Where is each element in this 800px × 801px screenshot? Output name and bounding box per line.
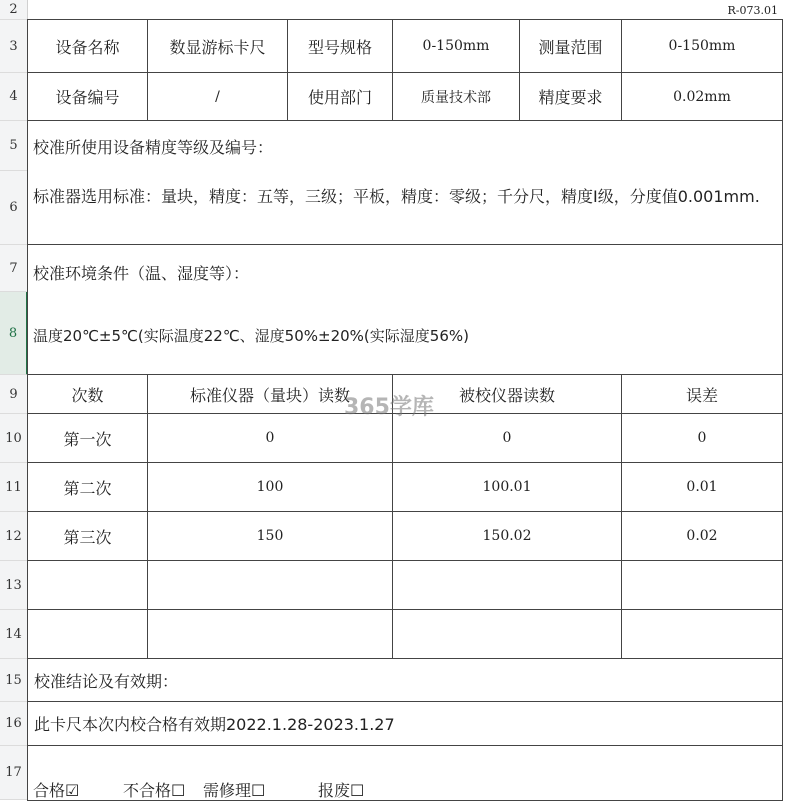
info-cell[interactable]: 设备编号 <box>27 72 148 121</box>
info-cell[interactable]: 数显游标卡尺 <box>147 19 288 73</box>
table-cell[interactable]: 100 <box>147 462 393 512</box>
row-header[interactable]: 15 <box>0 659 28 702</box>
row-header[interactable]: 11 <box>0 463 28 512</box>
table-cell[interactable] <box>147 609 393 659</box>
environment-detail: 温度20℃±5℃(实际温度22℃、湿度50%±20%(实际湿度56%) <box>33 327 469 345</box>
table-cell[interactable]: 第一次 <box>27 413 148 463</box>
table-cell[interactable]: 100.01 <box>392 462 622 512</box>
table-cell[interactable]: 0 <box>392 413 622 463</box>
table-cell[interactable] <box>147 560 393 610</box>
table-cell[interactable] <box>27 560 148 610</box>
table-cell[interactable]: 0.01 <box>621 462 783 512</box>
environment-label: 校准环境条件（温、湿度等）： <box>33 264 250 283</box>
info-cell[interactable]: 使用部门 <box>287 72 393 121</box>
row-header[interactable]: 14 <box>0 610 28 659</box>
row-header[interactable]: 6 <box>0 171 28 245</box>
info-cell[interactable]: 0.02mm <box>621 72 783 121</box>
row-header[interactable]: 17 <box>0 746 28 800</box>
row-header[interactable]: 7 <box>0 245 28 292</box>
validity-cell[interactable]: 此卡尺本次内校合格有效期2022.1.28-2023.1.27 <box>27 701 783 746</box>
environment-cell[interactable] <box>27 244 783 375</box>
info-cell[interactable]: 0-150mm <box>621 19 783 73</box>
row-header[interactable]: 9 <box>0 375 28 414</box>
row-header[interactable]: 13 <box>0 561 28 610</box>
table-cell[interactable] <box>621 609 783 659</box>
form-code: R-073.01 <box>727 4 778 17</box>
table-cell[interactable]: 第三次 <box>27 511 148 561</box>
table-header[interactable]: 次数 <box>27 374 148 414</box>
table-cell[interactable]: 150.02 <box>392 511 622 561</box>
info-cell[interactable]: 测量范围 <box>519 19 622 73</box>
table-cell[interactable] <box>27 609 148 659</box>
row-header[interactable]: 16 <box>0 702 28 746</box>
table-cell[interactable] <box>392 560 622 610</box>
result-cell[interactable] <box>27 745 783 801</box>
table-cell[interactable]: 0.02 <box>621 511 783 561</box>
table-cell[interactable]: 150 <box>147 511 393 561</box>
row-header[interactable]: 4 <box>0 73 28 121</box>
table-header[interactable]: 标准仪器（量块）读数 <box>147 374 393 414</box>
table-cell[interactable]: 0 <box>147 413 393 463</box>
row-header[interactable]: 10 <box>0 414 28 463</box>
watermark: 365学库 <box>344 395 434 420</box>
calibration-equipment-cell[interactable] <box>27 120 783 245</box>
equipment-detail: 标准器选用标准：量块，精度：五等，三级；平板，精度：零级；千分尺，精度Ⅰ级，分度值0.001mm. <box>33 187 760 206</box>
equipment-label: 校准所使用设备精度等级及编号： <box>33 138 274 157</box>
result-option[interactable]: 需修理☐ <box>203 781 266 800</box>
info-cell[interactable]: 精度要求 <box>519 72 622 121</box>
table-header[interactable]: 被校仪器读数 <box>392 374 622 414</box>
table-cell[interactable] <box>392 609 622 659</box>
info-cell[interactable]: 质量技术部 <box>392 72 520 121</box>
conclusion-label[interactable]: 校准结论及有效期： <box>27 658 783 702</box>
row-header[interactable]: 12 <box>0 512 28 561</box>
row-header[interactable]: 8 <box>0 292 28 375</box>
result-option[interactable]: 报废☐ <box>318 781 365 800</box>
row-header[interactable]: 5 <box>0 121 28 171</box>
row-header[interactable]: 3 <box>0 20 28 73</box>
row-header[interactable]: 2 <box>0 0 28 20</box>
info-cell[interactable]: 0-150mm <box>392 19 520 73</box>
table-cell[interactable]: 0 <box>621 413 783 463</box>
table-cell[interactable] <box>621 560 783 610</box>
info-cell[interactable]: / <box>147 72 288 121</box>
info-cell[interactable]: 设备名称 <box>27 19 148 73</box>
table-cell[interactable]: 第二次 <box>27 462 148 512</box>
table-header[interactable]: 误差 <box>621 374 783 414</box>
result-option[interactable]: 不合格☐ <box>123 781 186 800</box>
info-cell[interactable]: 型号规格 <box>287 19 393 73</box>
result-option[interactable]: 合格☑ <box>33 781 80 800</box>
